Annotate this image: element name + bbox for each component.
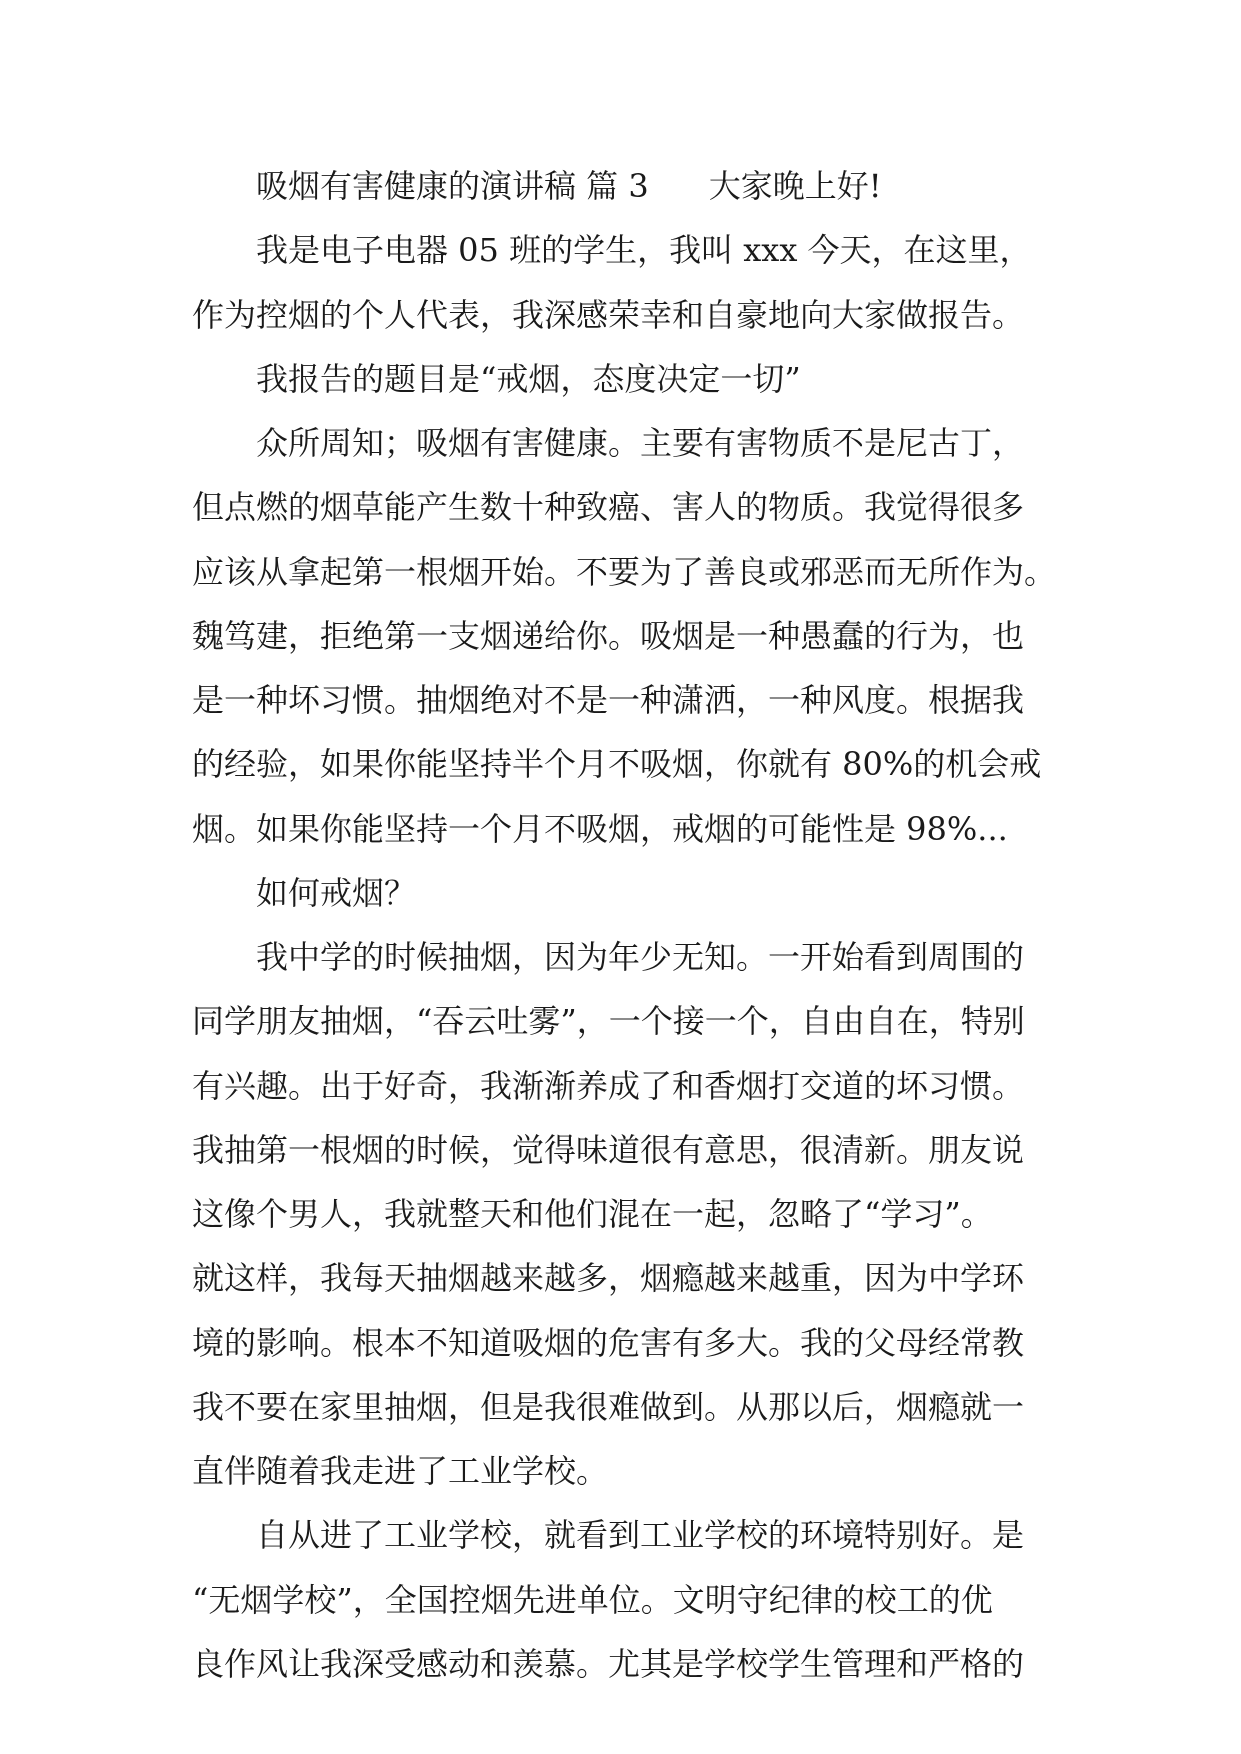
paragraph-line: 自从进了工业学校，就看到工业学校的环境特别好。是 [256, 1516, 1025, 1554]
paragraph-line: 应该从拿起第一根烟开始。不要为了善良或邪恶而无所作为。 [192, 553, 1057, 591]
title-line [256, 156, 1136, 216]
paragraph-line: 我不要在家里抽烟，但是我很难做到。从那以后，烟瘾就一 [192, 1388, 1025, 1426]
paragraph-line: 就这样，我每天抽烟越来越多，烟瘾越来越重，因为中学环 [192, 1259, 1025, 1297]
paragraph-line: 但点燃的烟草能产生数十种致癌、害人的物质。我觉得很多 [192, 488, 1025, 526]
paragraph-line: 我报告的题目是“戒烟，态度决定一切” [256, 360, 801, 398]
paragraph-line: 良作风让我深受感动和羡慕。尤其是学校学生管理和严格的 [192, 1645, 1025, 1683]
paragraph-line: 烟。如果你能坚持一个月不吸烟，戒烟的可能性是 98%... [192, 810, 1008, 848]
paragraph-line: 我抽第一根烟的时候，觉得味道很有意思，很清新。朋友说 [192, 1131, 1025, 1169]
greeting: 大家晚上好! [708, 167, 882, 205]
paragraph-line: 魏笃建，拒绝第一支烟递给你。吸烟是一种愚蠢的行为，也 [192, 617, 1025, 655]
section-heading: 如何戒烟？ [256, 874, 417, 912]
paragraph-line: 的经验，如果你能坚持半个月不吸烟，你就有 80%的机会戒 [192, 745, 1042, 783]
paragraph-line: 直伴随着我走进了工业学校。 [192, 1452, 609, 1490]
paragraph-line: 这像个男人，我就整天和他们混在一起，忽略了“学习”。 [192, 1195, 993, 1233]
speech-title: 吸烟有害健康的演讲稿 篇 3 [256, 167, 649, 205]
paragraph-line: 众所周知；吸烟有害健康。主要有害物质不是尼古丁， [256, 424, 1025, 462]
paragraph-line: “无烟学校”，全国控烟先进单位。文明守纪律的校工的优 [192, 1581, 993, 1619]
paragraph-line: 有兴趣。出于好奇，我渐渐养成了和香烟打交道的坏习惯。 [192, 1067, 1025, 1105]
paragraph-line: 同学朋友抽烟，“吞云吐雾”，一个接一个，自由自在，特别 [192, 1002, 1025, 1040]
paragraph-line: 境的影响。根本不知道吸烟的危害有多大。我的父母经常教 [192, 1324, 1025, 1362]
paragraph-line: 是一种坏习惯。抽烟绝对不是一种潇洒，一种风度。根据我 [192, 681, 1025, 719]
paragraph-line: 我中学的时候抽烟，因为年少无知。一开始看到周围的 [256, 938, 1025, 976]
paragraph-line: 作为控烟的个人代表，我深感荣幸和自豪地向大家做报告。 [192, 296, 1025, 334]
paragraph-line: 我是电子电器 05 班的学生，我叫 xxx 今天，在这里， [256, 231, 1032, 269]
